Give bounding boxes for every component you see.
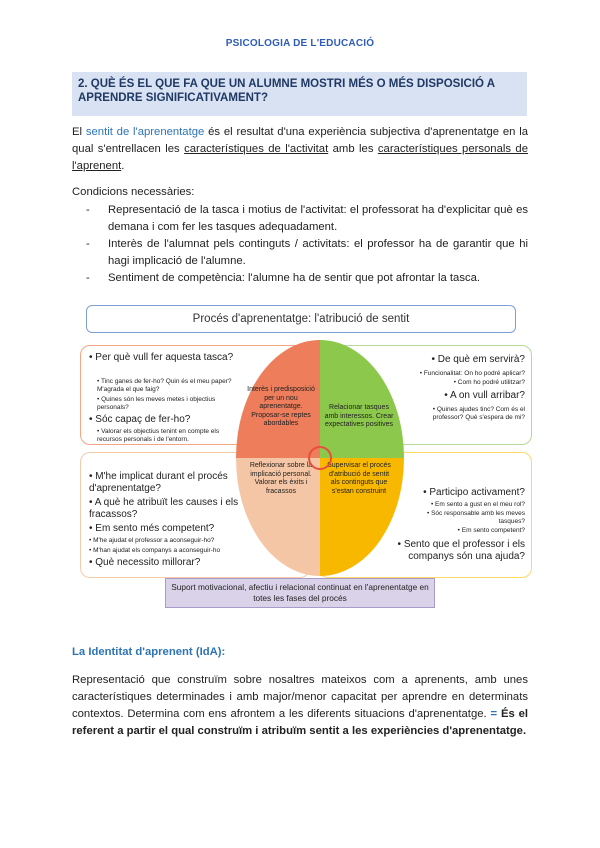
ida-title: La Identitat d'aprenent (IdA): [72,646,226,658]
highlight-term: sentit de l'aprenentatge [85,126,205,138]
segment-relate: Relacionar tasques amb interessos. Crear expectatives positives [320,340,404,458]
segment-supervise: Supervisar el procés d'atribució de sentit als continguts que s'estan construint [320,458,404,576]
quadrant-top-left: • Per què vull fer aquesta tasca? • Tinc ganes de fer-ho? Quin és el meu paper? M'agrada el que faig? • Quines són les meves metes i objectius personals? • Sóc capaç de fer-ho? • Valorar els objectius tenint en compte els recursos personals i de l'entorn. [80,345,310,445]
list-item: - Sentiment de competència: l'alumne ha de sentir que pot afrontar la tasca. [86,272,481,284]
support-box: Suport motivacional, afectiu i relacional continuat en l'aprenentatge en totes les fases del procés [165,578,435,608]
segment-interest: Interès i predisposició per un nou aprenentatge. Proposar-se reptes abordables [236,340,320,458]
section-title: 2. QUÈ ÉS EL QUE FA QUE UN ALUMNE MOSTRI MÉS O MÉS DISPOSICIÓ A APRENDRE SIGNIFICATIVAMENT? [72,72,527,116]
conditions-title: Condicions necessàries: [72,186,195,198]
conditions-list [86,202,528,287]
quadrant-bottom-right: • Participo activament? • Em sento a gust en el meu rol? • Sóc responsable amb les meves tasques? • Em sento competent? • Sento que el professor i els companys són una ajuda? [318,452,532,578]
quadrant-bottom-left: • M'he implicat durant el procés d'aprenentatge? • A què he atribuït les causes i els fracassos? • Em sento més competent? • M'he ajudat el professor a aconseguir-ho? • M'han ajudat els companys a aconseguir-ho • Què necessito millorar? [80,452,310,578]
cycle-arrow-icon [308,446,332,470]
ida-paragraph: Representació que construïm sobre nosaltres mateixos com a aprenents, amb unes característiques determinades i amb major/menor capacitat per aprendre en determinats contextos. Determina com ens afrontem a les diferents situacions d'aprenentatge. = És el referent a partir el qual construïm i atribuïm sentit a les experiències d'aprenentatge. [72,674,529,737]
quadrant-top-right: • De què em servirà? • Funcionalitat: On ho podré aplicar? • Com ho podré utilitzar? • A on vull arribar? • Quines ajudes tinc? Com és el professor? Què s'espera de mi? [318,345,532,445]
center-cycle [236,340,404,576]
list-item: - Representació de la tasca i motius de l'activitat: el professorat ha d'explicitar què es demana i com fer les tasques adequadament. [86,204,528,233]
page-header: PSICOLOGIA DE L'EDUCACIÓ [225,38,375,49]
diagram-title: Procés d'aprenentatge: l'atribució de sentit [86,305,516,333]
intro-paragraph: El sentit de l'aprenentatge és el resultat d'una experiència subjectiva d'aprenentatge en la qual s'entrellacen les característiques de l'activitat amb les característiques personals de l'aprenent. [72,126,529,172]
list-item: - Interès de l'alumnat pels continguts / activitats: el professor ha de garantir que hi hagi implicació de l'alumne. [86,238,528,267]
segment-reflect: Reflexionar sobre la implicació personal. Valorar els èxits i fracassos [236,458,320,576]
